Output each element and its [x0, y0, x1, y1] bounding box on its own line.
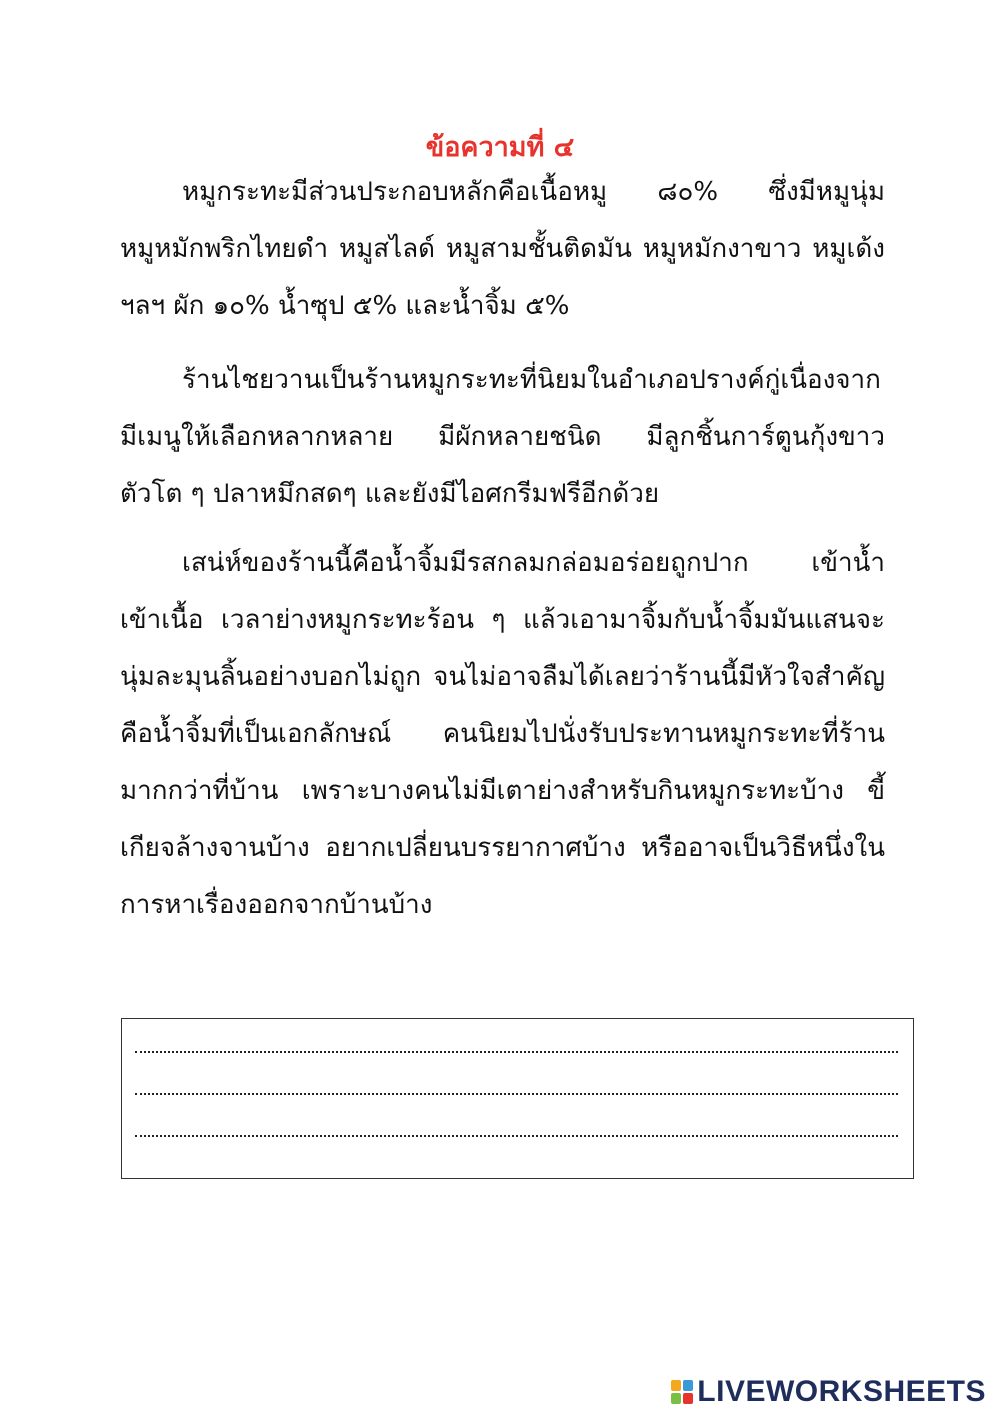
paragraph-line: เสน่ห์ของร้านนี้คือน้ำจิ้มมีรสกลมกล่อมอร่อยถูกปาก เข้าน้ำ [182, 548, 885, 578]
paragraph-line: การหาเรื่องออกจากบ้านบ้าง [120, 890, 433, 920]
logo-square [671, 1380, 681, 1391]
liveworksheets-grid-icon [671, 1380, 693, 1404]
page-title: ข้อความที่ ๔ [425, 132, 575, 163]
logo-square [683, 1380, 693, 1391]
logo-square [683, 1393, 693, 1404]
paragraph-3 [120, 535, 885, 934]
liveworksheets-logo [671, 1372, 986, 1412]
answer-box[interactable] [121, 1018, 914, 1179]
paragraph-1 [120, 164, 885, 335]
paragraph-line: เกียจล้างจานบ้าง อยากเปลี่ยนบรรยากาศบ้าง หรืออาจเป็นวิธีหนึ่งใน [120, 833, 885, 863]
paragraph-line: นุ่มละมุนลิ้นอย่างบอกไม่ถูก จนไม่อาจลืมได้เลยว่าร้านนี้มีหัวใจสำคัญ [120, 662, 885, 692]
brand-name: LIVEWORKSHEETS [697, 1375, 986, 1408]
paragraph-line: เข้าเนื้อ เวลาย่างหมูกระทะร้อน ๆ แล้วเอามาจิ้มกับน้ำจิ้มมันแสนจะ [120, 605, 885, 635]
answer-line-3[interactable] [135, 1135, 898, 1137]
paragraph-line: ตัวโต ๆ ปลาหมึกสดๆ และยังมีไอศกรีมฟรีอีกด้วย [120, 479, 660, 509]
paragraph-line: หมูกระทะมีส่วนประกอบหลักคือเนื้อหมู ๘๐% ซึ่งมีหมูนุ่ม [182, 177, 885, 207]
paragraph-line: มีเมนูให้เลือกหลากหลาย มีผักหลายชนิด มีลูกชิ้นการ์ตูนกุ้งขาว [120, 422, 885, 452]
logo-square [671, 1393, 681, 1404]
paragraph-line: คือน้ำจิ้มที่เป็นเอกลักษณ์ คนนิยมไปนั่งรับประทานหมูกระทะที่ร้าน [120, 719, 885, 749]
answer-line-2[interactable] [135, 1093, 898, 1095]
paragraph-line: ฯลฯ ผัก ๑๐% น้ำซุป ๕% และน้ำจิ้ม ๕% [120, 291, 570, 321]
paragraph-line: มากกว่าที่บ้าน เพราะบางคนไม่มีเตาย่างสำหรับกินหมูกระทะบ้าง ขี้ [120, 776, 885, 806]
paragraph-2 [120, 352, 885, 523]
paragraph-line: ร้านไชยวานเป็นร้านหมูกระทะที่นิยมในอำเภอปรางค์กู่เนื่องจาก [182, 365, 881, 395]
answer-line-1[interactable] [135, 1051, 898, 1053]
paragraph-line: หมูหมักพริกไทยดำ หมูสไลด์ หมูสามชั้นติดมัน หมูหมักงาขาว หมูเด้ง [120, 234, 885, 264]
